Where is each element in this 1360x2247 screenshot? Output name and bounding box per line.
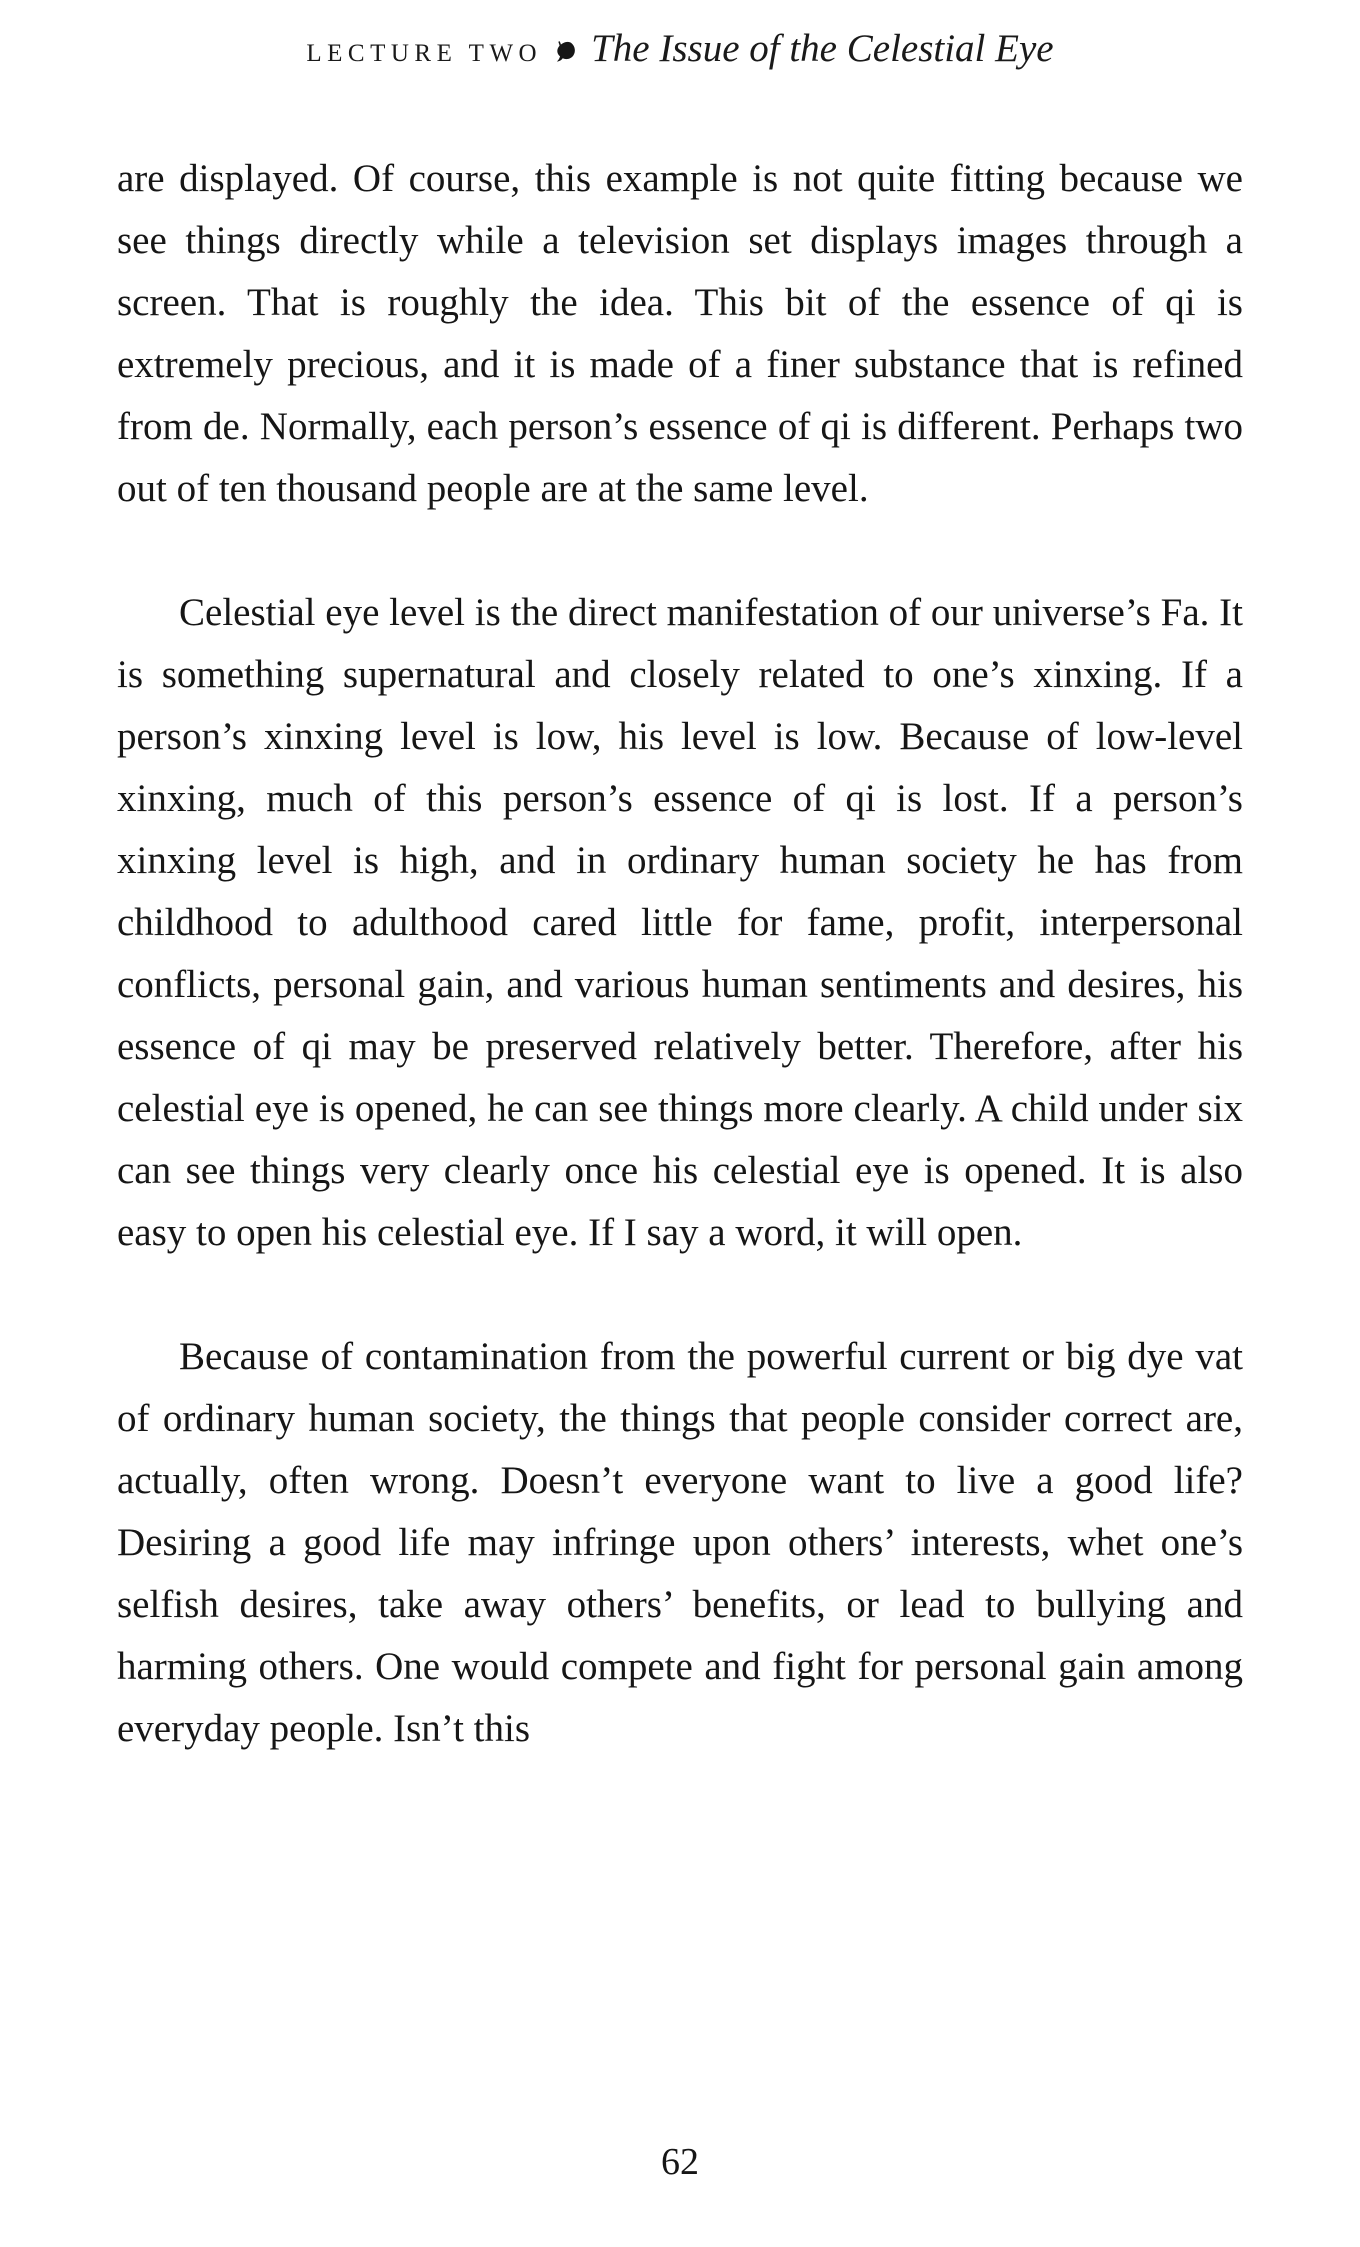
leaf-ornament-icon xyxy=(552,36,577,82)
running-head-title: The Issue of the Celestial Eye xyxy=(591,27,1054,70)
body-text xyxy=(117,148,1243,1760)
paragraph: Because of contamination from the powerful current or big dye vat of ordinary human society, the things that people consider correct are, actually, often wrong. Doesn’t everyone want to live a good life? Desiring a good life may infringe upon others’ interests, whet one’s selfish desires, take away others’ benefits, or lead to bullying and harming others. One would compete and fight for personal gain among everyday people. Isn’t this xyxy=(117,1335,1243,1750)
running-head xyxy=(0,26,1360,82)
page-number: 62 xyxy=(661,2141,699,2183)
running-head-section: LECTURE TWO xyxy=(306,40,543,67)
paragraph: are displayed. Of course, this example is not quite fitting because we see things directly while a television set displays images through a screen. That is roughly the idea. This bit of the essence of qi is extremely precious, and it is made of a finer substance that is refined from de. Normally, each person’s essence of qi is different. Perhaps two out of ten thousand people are at the same level. xyxy=(117,157,1243,510)
paragraph: Celestial eye level is the direct manifestation of our universe’s Fa. It is something supernatural and closely related to one’s xinxing. If a person’s xinxing level is low, his level is low. Because of low-level xinxing, much of this person’s essence of qi is lost. If a person’s xinxing level is high, and in ordinary human society he has from childhood to adulthood cared little for fame, profit, interpersonal conflicts, personal gain, and various human sentiments and desires, his essence of qi may be preserved relatively better. Therefore, after his celestial eye is opened, he can see things more clearly. A child under six can see things very clearly once his celestial eye is opened. It is also easy to open his celestial eye. If I say a word, it will open. xyxy=(117,591,1243,1254)
